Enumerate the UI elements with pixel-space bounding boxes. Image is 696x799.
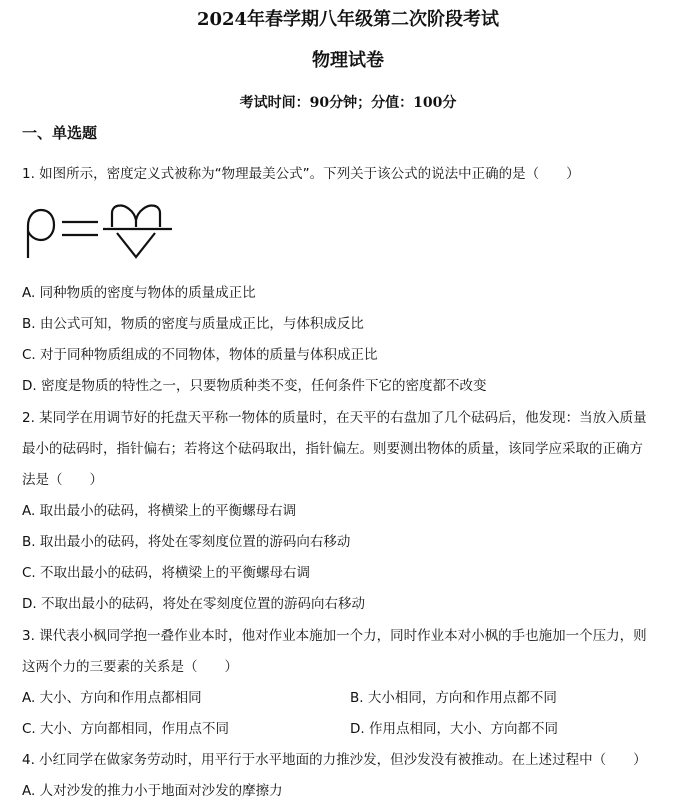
- question-1-option-d: D. 密度是物质的特性之一，只要物质种类不变，任何条件下它的密度都不改变: [22, 378, 487, 394]
- question-2-stem-line-1: 2. 某同学在用调节好的托盘天平称一物体的质量时，在天平的右盘加了几个砝码后，他发现：当放入质量: [22, 410, 647, 426]
- question-3-stem-line-1: 3. 课代表小枫同学抱一叠作业本时，他对作业本施加一个力，同时作业本对小枫的手也施加一个压力，则: [22, 628, 647, 644]
- paper-subtitle: 物理试卷: [312, 50, 384, 71]
- question-2-option-c: C. 不取出最小的砝码，将横梁上的平衡螺母右调: [22, 565, 311, 581]
- question-1-option-b: B. 由公式可知，物质的密度与质量成正比，与体积成反比: [22, 316, 364, 332]
- question-1-option-a: A. 同种物质的密度与物体的质量成正比: [22, 285, 256, 301]
- question-2-option-d: D. 不取出最小的砝码，将处在零刻度位置的游码向右移动: [22, 596, 365, 612]
- density-formula-figure: [20, 198, 180, 262]
- question-2-option-b: B. 取出最小的砝码，将处在零刻度位置的游码向右移动: [22, 534, 351, 550]
- question-3-stem-line-2: 这两个力的三要素的关系是（ ）: [22, 659, 238, 675]
- question-1-option-c: C. 对于同种物质组成的不同物体，物体的质量与体积成正比: [22, 347, 378, 363]
- exam-title: 2024年春学期八年级第二次阶段考试: [196, 9, 500, 30]
- question-3-option-c: C. 大小、方向都相同，作用点不同: [22, 721, 230, 737]
- question-2-stem-line-2: 最小的砝码时，指针偏右；若将这个砝码取出，指针偏左。则要测出物体的质量，该同学应采取的正确方: [22, 441, 643, 457]
- question-3-option-a: A. 大小、方向和作用点都相同: [22, 690, 202, 706]
- question-3-option-b: B. 大小相同，方向和作用点都不同: [350, 690, 557, 706]
- question-3-option-d: D. 作用点相同，大小、方向都不同: [350, 721, 558, 737]
- question-1-stem: 1. 如图所示，密度定义式被称为“物理最美公式”。下列关于该公式的说法中正确的是（ ）: [22, 166, 580, 182]
- question-4-stem: 4. 小红同学在做家务劳动时，用平行于水平地面的力推沙发，但沙发没有被推动。在上述过程中（ ）: [22, 752, 647, 768]
- exam-info: 考试时间：90分钟；分值：100分: [239, 95, 457, 111]
- question-4-option-a: A. 人对沙发的推力小于地面对沙发的摩擦力: [22, 783, 283, 799]
- section-title: 一、单选题: [22, 124, 98, 142]
- question-2-stem-line-3: 法是（ ）: [22, 472, 103, 488]
- question-2-option-a: A. 取出最小的砝码，将横梁上的平衡螺母右调: [22, 503, 297, 519]
